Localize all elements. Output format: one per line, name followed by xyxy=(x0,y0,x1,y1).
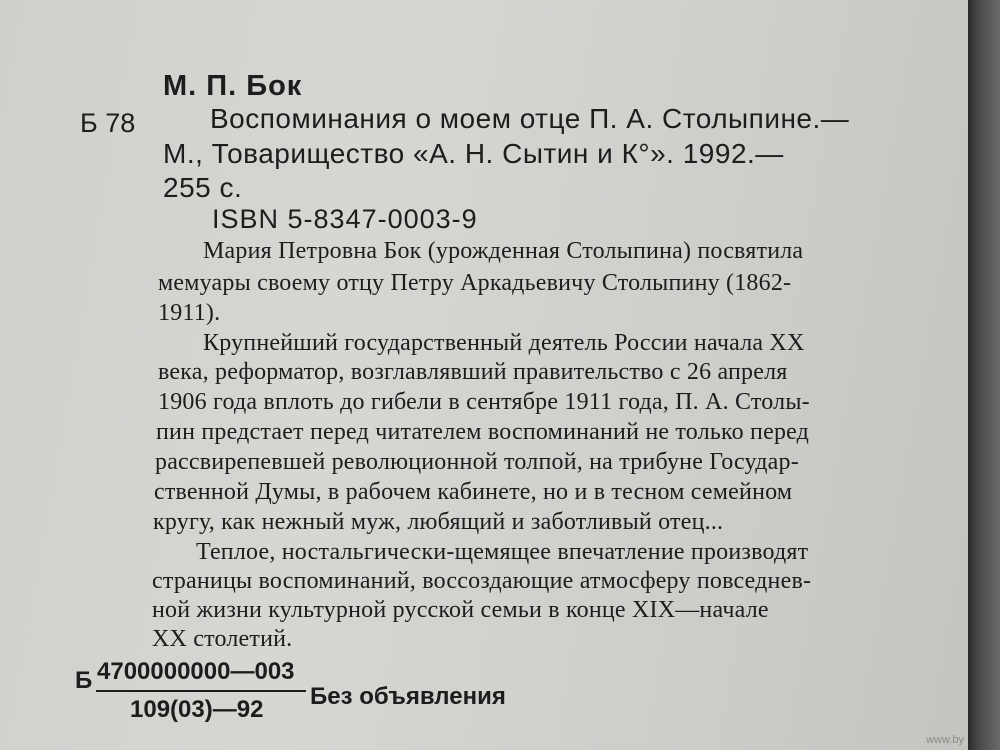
book-edge-shadow xyxy=(968,0,1000,750)
index-denominator: 109(03)—92 xyxy=(130,696,264,723)
fraction-rule xyxy=(96,690,306,692)
author: М. П. Бок xyxy=(163,70,303,102)
isbn: ISBN 5-8347-0003-9 xyxy=(212,204,478,234)
classification-code: Б 78 xyxy=(80,108,136,138)
annotation-line: страницы воспоминаний, воссоздающие атмосферу повседнев- xyxy=(152,568,812,594)
annotation-line: ственной Думы, в рабочем кабинете, но и в тесном семейном xyxy=(154,479,793,505)
annotation-line: XX столетий. xyxy=(152,626,293,652)
annotation-line: рассвирепевшей революционной толпой, на трибуне Государ- xyxy=(155,449,799,475)
annotation-line: века, реформатор, возглавлявший правительство с 26 апреля xyxy=(158,359,788,385)
no-ads-note: Без объявления xyxy=(310,683,506,710)
annotation-line: Мария Петровна Бок (урожденная Столыпина) посвятила xyxy=(203,238,804,264)
publisher-line: М., Товарищество «А. Н. Сытин и К°». 1992.— xyxy=(163,138,784,169)
annotation-line: Теплое, ностальгически-щемящее впечатление производят xyxy=(196,539,809,565)
annotation-line: 1906 года вплоть до гибели в сентябре 1911 года, П. А. Столы- xyxy=(158,389,810,415)
pages-line: 255 с. xyxy=(163,172,243,203)
annotation-line: 1911). xyxy=(158,300,221,326)
annotation-line: Крупнейший государственный деятель России начала XX xyxy=(203,330,805,356)
annotation-line: кругу, как нежный муж, любящий и заботливый отец... xyxy=(153,509,724,535)
index-numerator: 4700000000—003 xyxy=(97,658,295,685)
annotation-line: мемуары своему отцу Петру Аркадьевичу Столыпину (1862- xyxy=(158,270,792,296)
title-line: Воспоминания о моем отце П. А. Столыпине.— xyxy=(210,103,850,134)
watermark: www.by xyxy=(926,734,964,746)
annotation-line: ной жизни культурной русской семьи в конце XIX—начале xyxy=(152,597,769,623)
annotation-line: пин предстает перед читателем воспоминаний не только перед xyxy=(156,419,810,445)
footer-letter: Б xyxy=(75,667,93,694)
